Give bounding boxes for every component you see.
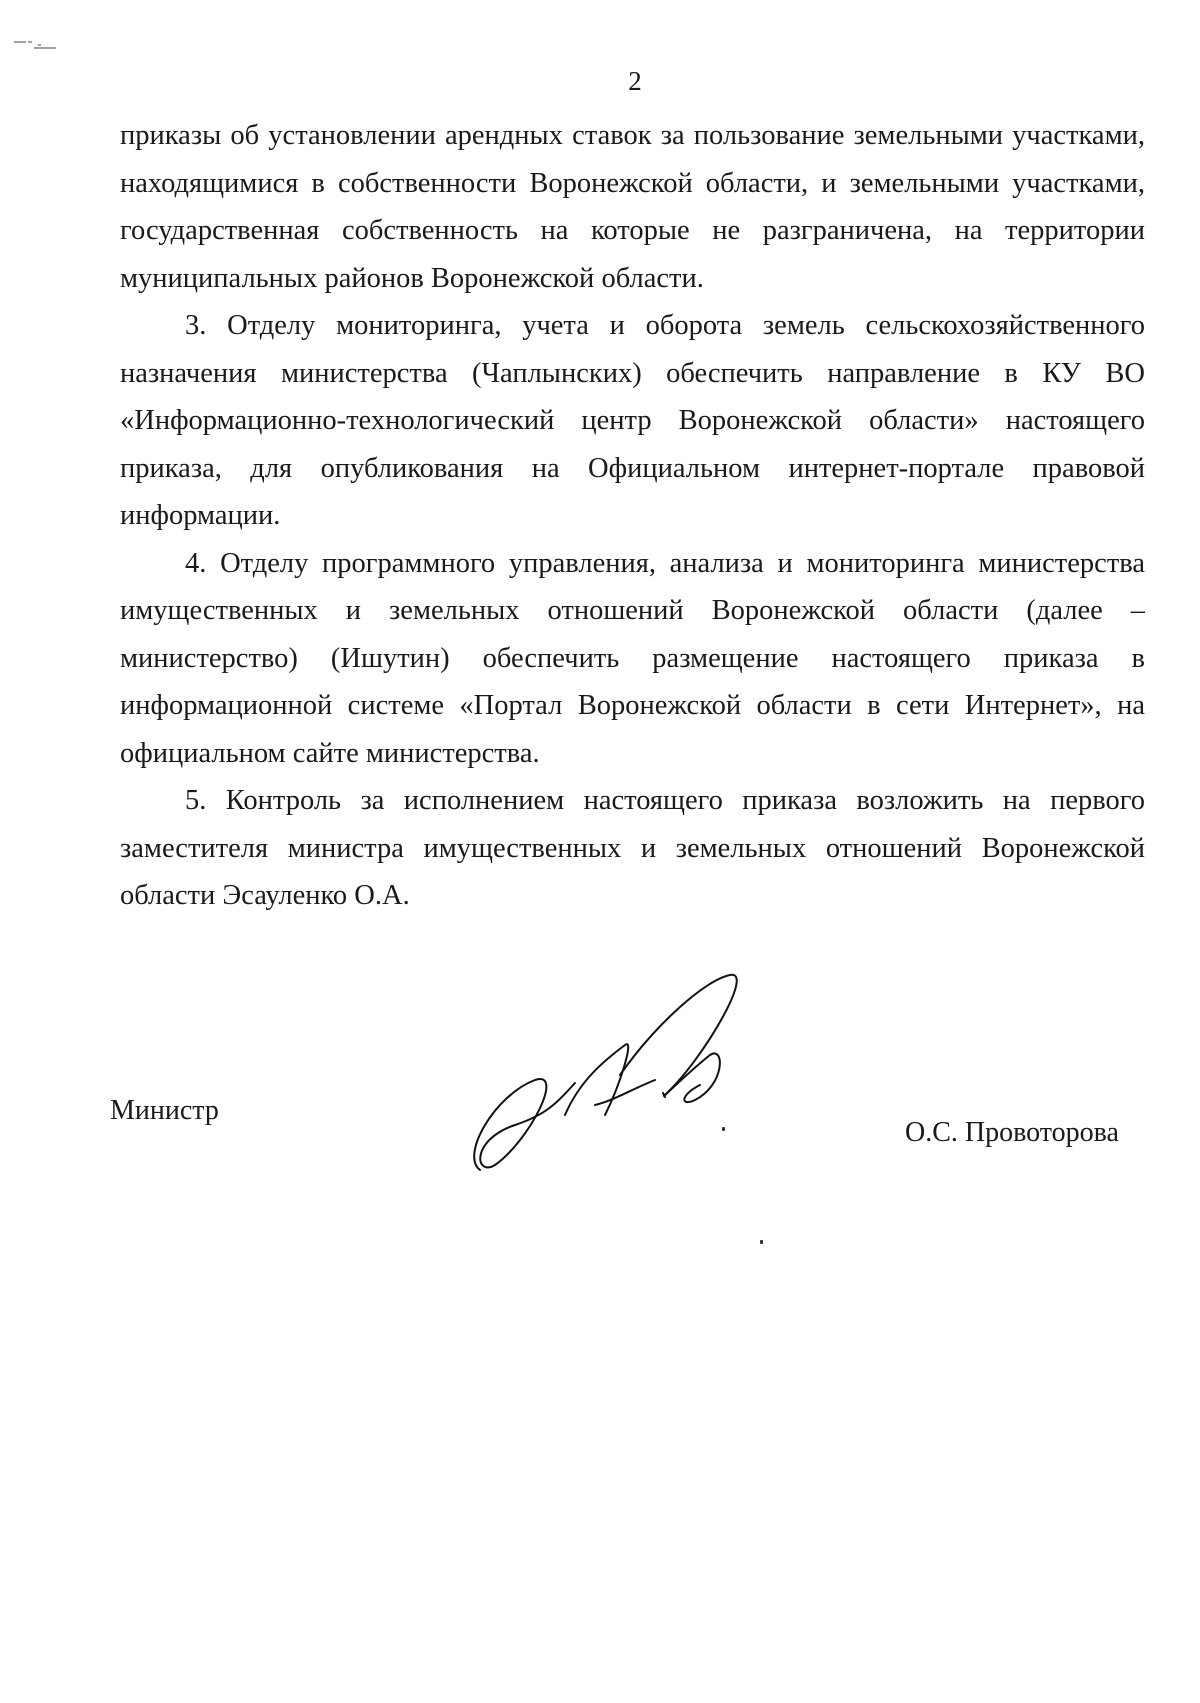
- scan-mark: [12, 38, 60, 52]
- paragraph-item-5: 5. Контроль за исполнением настоящего приказа возложить на первого заместителя министра имущественных и земельных отношений Воронежской области Эсауленко О.А.: [120, 785, 1145, 911]
- paragraph-continuation: приказы об установлении арендных ставок за пользование земельными участками, находящимися в собственности Воронежской области, и земельными участками, государственная собственность на которые не разграничена, на территории муниципальных районов Воронежской области.: [120, 120, 1145, 294]
- page-number: 2: [628, 66, 642, 96]
- scan-speck: [722, 1127, 725, 1131]
- signatory-name: О.С. Провоторова: [905, 1117, 1119, 1148]
- paragraph-item-3: 3. Отделу мониторинга, учета и оборота земель сельскохозяйственного назначения министерства (Чаплынских) обеспечить направление в КУ ВО «Информационно-технологический центр Воронежской области» настоящего приказа, для опубликования на Официальном интернет-портале правовой информации.: [120, 310, 1145, 531]
- signatory-title: Министр: [110, 1095, 219, 1126]
- handwritten-signature: [455, 965, 775, 1180]
- body-text: [120, 112, 1145, 920]
- paragraph-item-4: 4. Отделу программного управления, анализа и мониторинга министерства имущественных и земельных отношений Воронежской области (далее – министерство) (Ишутин) обеспечить размещение настоящего приказа в информационной системе «Портал Воронежской области в сети Интернет», на официальном сайте министерства.: [120, 547, 1145, 769]
- scan-speck: [760, 1240, 763, 1244]
